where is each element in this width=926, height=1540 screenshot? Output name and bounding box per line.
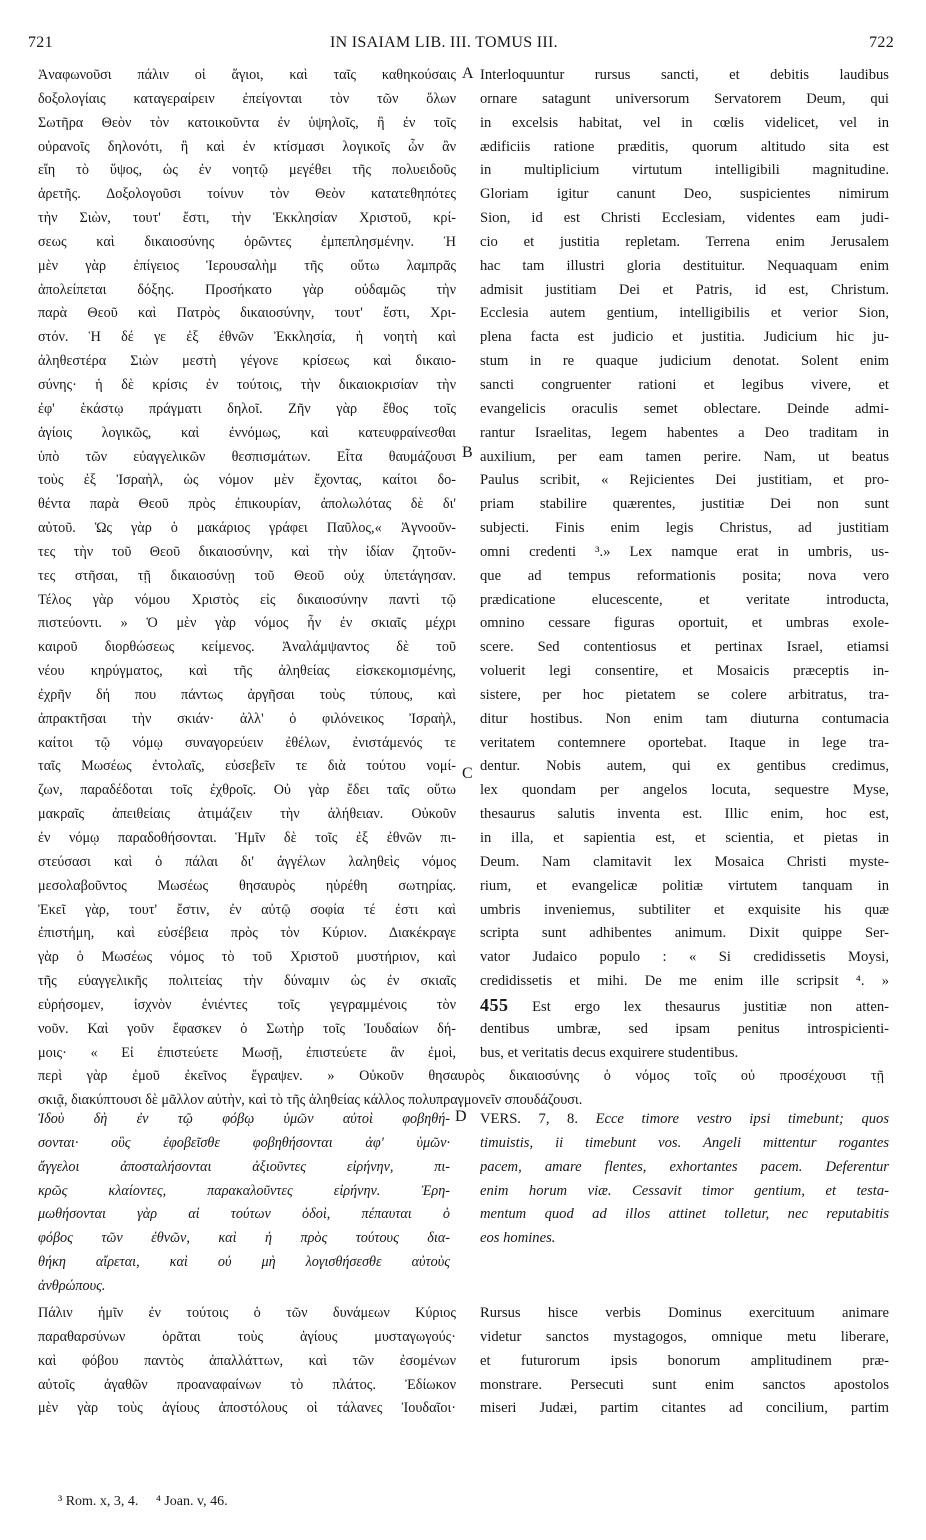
greek-text-line: ὑπὸ τῶν εὐαγγελικῶν θεσπισμάτων. Εἶτα θαυμάζουσι — [38, 448, 456, 465]
latin-text-line: ditur hostibus. Non enim tam diuturna contumacia — [480, 710, 889, 727]
latin-text-line: que ad tempus reformationis posita; nova vero — [480, 567, 889, 584]
greek-text-line: σύνης· ἡ δὲ κρίσις ἐν τούτοις, τὴν δικαιοκρισίαν τὴν — [38, 376, 456, 393]
latin-text-line: auxilium, per eam tamen perire. Nam, ut beatus — [480, 448, 889, 465]
latin-verse-block — [480, 1108, 889, 1251]
greek-verse-line: Ἰδοὺ δὴ ἐν τῷ φόβῳ ὑμῶν αὐτοὶ φοβηθή- — [38, 1111, 450, 1127]
greek-text-line: μακραῖς ἀπειθείαις ἀτιμάζειν τὴν ἀλήθειαν. Οὐκοῦν — [38, 806, 456, 823]
latin-text-line: evangelicis oraculis semet oblectare. Deinde admi- — [480, 400, 889, 417]
page-number-left: 721 — [28, 34, 53, 51]
greek-verse-line: φόβος τῶν ἐθνῶν, καὶ ἡ πρὸς τούτους δια- — [38, 1230, 450, 1247]
greek-text-line: ἀπολείπεται δόξης. Προσήκατο γὰρ οὐδαμῶς τὴν — [38, 281, 456, 298]
latin-text-line: stum in re quaque judicium denotat. Solent enim — [480, 353, 889, 370]
greek-text-line: καίτοι τῷ νόμῳ συναγορεύειν ἐθέλων, ἐνιστάμενός τε — [38, 734, 456, 751]
latin-verse-line: timuistis, ii timebunt vos. Angeli mittentur rogantes — [480, 1134, 889, 1151]
greek-text-line: παραθαρσύνων ὁρᾶται τοὺς ἁγίους μυσταγωγούς· — [38, 1328, 456, 1345]
greek-text-line: νοῦν. Καὶ γοῦν ἔφασκεν ὁ Σωτὴρ τοῖς Ἰουδαίων δή- — [38, 1020, 456, 1037]
latin-text-line: Paulus scribit, « Rejicientes Dei justitiam, et pro- — [480, 472, 889, 489]
latin-text-line: scripta sunt adhibentes animum. Dixit quippe Ser- — [480, 925, 889, 942]
latin-text-line: vator Judaico populo : « Si credidissetis Moysi, — [480, 949, 889, 966]
latin-verse-line — [480, 1108, 889, 1132]
latin-text-line: scere. Sed contentiosus et pertinax Israel, etiamsi — [480, 639, 889, 656]
latin-verse-line: pacem, amare flentes, exhortantes pacem. Deferentur — [480, 1158, 889, 1175]
latin-text-line: voluerit legi consentire, et Mosaicis præceptis in- — [480, 663, 889, 680]
latin-text-line: dentibus umbræ, sed ipsam penitus introspicienti- — [480, 1020, 889, 1037]
greek-text-line: τες στῆσαι, τῇ δικαιοσύνῃ τοῦ Θεοῦ οὐχ ὑπετάγησαν. — [38, 567, 456, 584]
greek-text-line: καιροῦ διορθώσεως κείμενος. Ἀναλάμψαντος δὲ τοῦ — [38, 639, 456, 656]
greek-text-line: Πάλιν ἡμῖν ἐν τούτοις ὁ τῶν δυνάμεων Κύριος — [38, 1305, 456, 1321]
latin-text-line: sistere, per hoc pietatem se colere arbitratus, tra- — [480, 686, 889, 703]
latin-text-line: omni credenti ³.» Lex namque erat in umbris, us- — [480, 543, 889, 560]
greek-text-line: μὲν γὰρ ἐπίγειος Ἱερουσαλὴμ τῆς οὕτω λαμπρᾶς — [38, 257, 456, 274]
latin-text-line: et futurorum ipsis bonorum amplitudinem præ- — [480, 1352, 889, 1369]
margin-marker-b: B — [462, 444, 473, 461]
verse-label: VERS. 7, 8. — [480, 1111, 578, 1127]
greek-text-line: ζων, παραδέδοται τοῖς ἐχθροῖς. Οὐ γὰρ ἔδει ταῖς οὕτω — [38, 782, 456, 799]
latin-column-main — [480, 64, 889, 994]
greek-text-line: αὐτοῦ. Ὡς γὰρ ὁ μακάριος γράφει Παῦλος,« Ἀγνοοῦν- — [38, 520, 456, 537]
latin-text-line: credidissetis et mihi. De me enim ille scripsit ⁴. » — [480, 973, 889, 990]
greek-text-line: σκιᾷ, διακύπτουσι δὲ μᾶλλον αὐτὴν, καὶ τὸ τῆς ἀληθείας κάλλος πολυπραγμονεῖν σπουδάζουσι. — [38, 1092, 583, 1109]
footnote: ⁴ Joan. v, 46. — [155, 1494, 228, 1509]
latin-text-line: bus, et veritatis decus exquirere studentibus. — [480, 1044, 739, 1061]
greek-text-line: Τέλος γὰρ νόμου Χριστὸς εἰς δικαιοσύνην παντὶ τῷ — [38, 591, 456, 608]
greek-text-line: ἁγίοις λογικῶς, καὶ ἐννόμως, καὶ κατευφραίνεσθαι — [38, 424, 456, 441]
latin-text-line: Sion, id est Christi Ecclesiam, videntes eam judi- — [480, 210, 889, 227]
greek-text-line: στεύσασι καὶ ὁ πάλαι δι' ἀγγέλων λαληθεὶς νόμος — [38, 853, 456, 870]
greek-text-line: ἐχρῆν δή που πάντως ἀργῆσαι τοὺς τύπους, καὶ — [38, 686, 456, 703]
greek-verse-line: κρῶς κλαίοντες, παρακαλοῦντες εἰρήνην. Ἐρη- — [38, 1182, 450, 1199]
greek-text-line: θέντα παρὰ Θεοῦ πρὸς ἐπικουρίαν, ἀπολωλότας δὲ δι' — [38, 496, 456, 513]
latin-text-line: ornare satagunt universorum Servatorem Deum, qui — [480, 90, 889, 107]
margin-marker-a: A — [462, 65, 474, 82]
greek-text-line: τες τὴν τοῦ Θεοῦ δικαιοσύνην, καὶ τὴν ἰδίαν ζητοῦν- — [38, 543, 456, 560]
greek-text-line: ἐν νόμῳ παραδοθήσονται. Ἡμῖν δὲ τοῖς ἐξ ἐθνῶν πι- — [38, 830, 456, 846]
greek-text-line: γὰρ ὁ Μωσέως νόμος τὸ τοῦ Χριστοῦ μυστήριον, καὶ — [38, 949, 456, 966]
greek-verse-line: ἀνθρώπους. — [38, 1277, 106, 1294]
latin-455-line — [480, 994, 889, 1018]
greek-text-line: ἐπιστήμη, καὶ εὐσέβεια πρὸς τὸν Κύριον. Διακέκραγε — [38, 925, 456, 942]
latin-text-line: subjecti. Finis enim legis Christus, ad justitiam — [480, 520, 889, 537]
greek-text-line: ἀληθεστέρα Σιὼν μεστὴ γέγονε κρίσεως καὶ δικαιο- — [38, 353, 456, 370]
greek-text-line: Ἀναφωνοῦσι πάλιν οἱ ἅγιοι, καὶ ταῖς καθηκούσαις — [38, 67, 456, 83]
latin-text-line: cio et justitia repletam. Terrena enim Jerusalem — [480, 233, 889, 250]
latin-text-line: priam stabilire quærentes, justitiæ Dei non sunt — [480, 496, 889, 513]
greek-text-line: παρὰ Θεοῦ καὶ Πατρὸς δικαιοσύνην, τουτ' ἔστι, Χρι- — [38, 305, 456, 322]
latin-text-line: Ecclesia autem gentium, intelligibilis et verior Sion, — [480, 305, 889, 322]
latin-text-line: Rursus hisce verbis Dominus exercituum animare — [480, 1305, 889, 1321]
greek-text-line: τῆς εὐαγγελικῆς πολιτείας τὴν δύναμιν ὡς ἐν σκιαῖς — [38, 973, 456, 990]
greek-text-line: δοξολογίαις καταγεραίρειν ἐπείγονται τὸν τῶν ὅλων — [38, 90, 456, 107]
greek-text-line: ἀπρακτῆσαι τὴν σκιάν· ἀλλ' ὁ φιλόνεικος Ἰσραὴλ, — [38, 710, 456, 727]
greek-text-line: μεσολαβοῦντος Μωσέως θησαυρὸς ηὑρέθη σωτηρίας. — [38, 877, 456, 894]
greek-text-line: μὲν γὰρ τοὺς ἁγίους ἀποστόλους οἱ τάλανες Ἰουδαῖοι· — [38, 1400, 456, 1417]
margin-marker-d: D — [455, 1108, 467, 1125]
greek-column-bottom — [38, 1302, 456, 1421]
latin-text-line: in illa, et sapientia est, et scientia, et pietas in — [480, 830, 889, 846]
footnote: ³ Rom. x, 3, 4. — [58, 1494, 139, 1509]
greek-text-line: ἀρετῆς. Δοξολογοῦσι τοίνυν τὸν Θεὸν κατατεθηπότες — [38, 186, 456, 203]
latin-text-line: Gloriam igitur canunt Deo, suspicientes nimirum — [480, 186, 889, 203]
latin-text-line: admisit justitiam Dei et Patris, id est, Christum. — [480, 281, 889, 298]
greek-verse-block — [38, 1108, 450, 1299]
greek-text-line: τὴν Σιὼν, τουτ' ἔστι, τὴν Ἐκκλησίαν Χριστοῦ, κρί- — [38, 210, 456, 227]
latin-text-line: prædicatione elucescente, et veritate introducta, — [480, 591, 889, 608]
greek-text-line: εὑρήσομεν, ἰσχνὸν ἐνιέντες τοῖς γεγραμμένοις τὸν — [38, 996, 456, 1013]
latin-verse-line: mentum quod ad illos attinet tolletur, nec reputabitis — [480, 1206, 889, 1223]
greek-text-line: στόν. Ἡ δέ γε ἐξ ἐθνῶν Ἐκκλησία, ἡ νοητὴ καὶ — [38, 329, 456, 346]
latin-verse-line: enim horum viæ. Cessavit timor gentium, et testa- — [480, 1182, 889, 1199]
latin-text-line: in multiplicium virtutum intelligibili magnitudine. — [480, 162, 889, 179]
greek-text-line: Ἐκεῖ γὰρ, τουτ' ἔστιν, ἐν αὐτῷ σοφία τέ ἐστι καὶ — [38, 901, 456, 918]
greek-text-line: καὶ φόβου παντὸς ἀπαλλάττων, καὶ τῶν ἐσομένων — [38, 1352, 456, 1369]
latin-text-line: Deum. Nam clamitavit lex Mosaica Christi myste- — [480, 853, 889, 870]
latin-text-line: Interloquuntur rursus sancti, et debitis laudibus — [480, 67, 889, 83]
greek-text-line: οὐρανοῖς δηλονότι, ἢ καὶ ἐν κτίσμασι λογικοῖς ὧν ἂν — [38, 138, 456, 155]
greek-text-line: αὐτοῖς ἀγαθῶν προαναφαίνων τὸ πλάτος. Ἐδίωκον — [38, 1376, 456, 1393]
latin-verse-line: eos homines. — [480, 1230, 556, 1247]
latin-text-line: veritatem contemnere oportebat. Itaque in lege tra- — [480, 734, 889, 751]
greek-text-line: ἐφ' ἑκάστῳ πράγματι δηλοῖ. Ζῆν γὰρ ἔθος τοῖς — [38, 400, 456, 417]
latin-text-line: in excelsis habitat, vel in cœlis videlicet, vel in — [480, 114, 889, 131]
latin-text-line: dentur. Nobis autem, qui ex gentibus credimus, — [480, 758, 889, 775]
latin-text-line: miseri Judæi, partim citantes ad concilium, partim — [480, 1400, 889, 1417]
greek-text-line: περὶ γὰρ ἐμοῦ ἐκεῖνος ἔγραψεν. » Οὐκοῦν θησαυρὸς δικαιοσύνης ὁ νόμος τοῖς οὐ προσέχουσι τῇ — [38, 1068, 884, 1085]
latin-text-line: umbris inveniemus, subtiliter et exquisite his quæ — [480, 901, 889, 918]
latin-text-line: thesaurus salutis inventa est. Illic enim, hoc est, — [480, 806, 889, 823]
page-number-right: 722 — [869, 34, 894, 51]
latin-text-line: lex quondam per angelos locuta, sequestre Myse, — [480, 782, 889, 799]
latin-text-line: ædificiis ratione præditis, quorum altitudo sita est — [480, 138, 889, 155]
latin-text-line: hac tam illustri gloria destituitur. Nequaquam enim — [480, 257, 889, 274]
greek-text-line: νέου κηρύγματος, καὶ τῆς ἀληθείας εἰσκεκομισμένης, — [38, 663, 456, 680]
greek-text-line: μοις· « Εἰ ἐπιστεύετε Μωσῇ, ἐπιστεύετε ἂν ἐμοὶ, — [38, 1044, 456, 1061]
greek-verse-line: μωθήσονται γὰρ αἱ τούτων ὁδοὶ, πέπαυται ὁ — [38, 1206, 450, 1223]
latin-paragraph-455 — [480, 994, 889, 1066]
latin-455-text: Est ergo lex thesaurus justitiæ non atten- — [532, 999, 889, 1015]
latin-text-line: omnino cessare figuras oportuit, et umbras exole- — [480, 615, 889, 632]
greek-text-line: εἴη τὸ ὕψος, ὡς ἐν νοητῷ μεγέθει τῆς πολυειδοῦς — [38, 162, 456, 179]
running-title: IN ISAIAM LIB. III. TOMUS III. — [330, 34, 558, 51]
greek-text-line: Σωτῆρα Θεὸν τὸν κατοικοῦντα ἐν ὑψηλοῖς, ἢ ἐν τοῖς — [38, 114, 456, 131]
latin-text-line: videtur sanctos mystagogos, omnique metu liberare, — [480, 1328, 889, 1345]
latin-text-line: rium, et evangelicæ politiæ virtutem tanquam in — [480, 877, 889, 894]
greek-verse-line: θήκη αἴρεται, καὶ οὐ μὴ λογισθήσεσθε αὐτοὺς — [38, 1254, 450, 1271]
latin-text-line: plena facta est judicio et justitia. Judicium hic ju- — [480, 329, 889, 346]
latin-text-line: rantur Israelitas, legem habentes a Deo traditam in — [480, 424, 889, 441]
margin-marker-c: C — [462, 765, 473, 782]
footnotes — [58, 1494, 242, 1510]
greek-text-line: πιστεύοντι. » Ὁ μὲν γὰρ νόμος ἦν ἐν σκιαῖς μέχρι — [38, 615, 456, 632]
column-number-455: 455 — [480, 995, 509, 1015]
greek-text-line: σεως καὶ δικαιοσύνης ὁρῶντες ἐμπεπλησμένην. Ἡ — [38, 233, 456, 250]
greek-verse-line: ἄγγελοι ἀποσταλήσονται ἀξιοῦντες εἰρήνην, πι- — [38, 1158, 450, 1175]
greek-text-line: ταῖς Μωσέως ἐντολαῖς, εὐσεβεῖν τε διὰ τούτου νομί- — [38, 758, 456, 775]
greek-verse-line: σονται· οὓς ἐφοβεῖσθε φοβηθήσονται ἀφ' ὑμῶν· — [38, 1134, 450, 1151]
greek-text-line: τοὺς ἐξ Ἰσραὴλ, ὡς νόμον μὲν ἔχοντας, καίτοι δο- — [38, 472, 456, 489]
latin-text-line: sancti congruenter rationi et legibus vivere, et — [480, 376, 889, 393]
latin-column-bottom — [480, 1302, 889, 1421]
latin-text-line: monstrare. Persecuti sunt enim sanctos apostolos — [480, 1376, 889, 1393]
verse-text: Ecce timore vestro ipsi timebunt; quos — [595, 1111, 889, 1127]
